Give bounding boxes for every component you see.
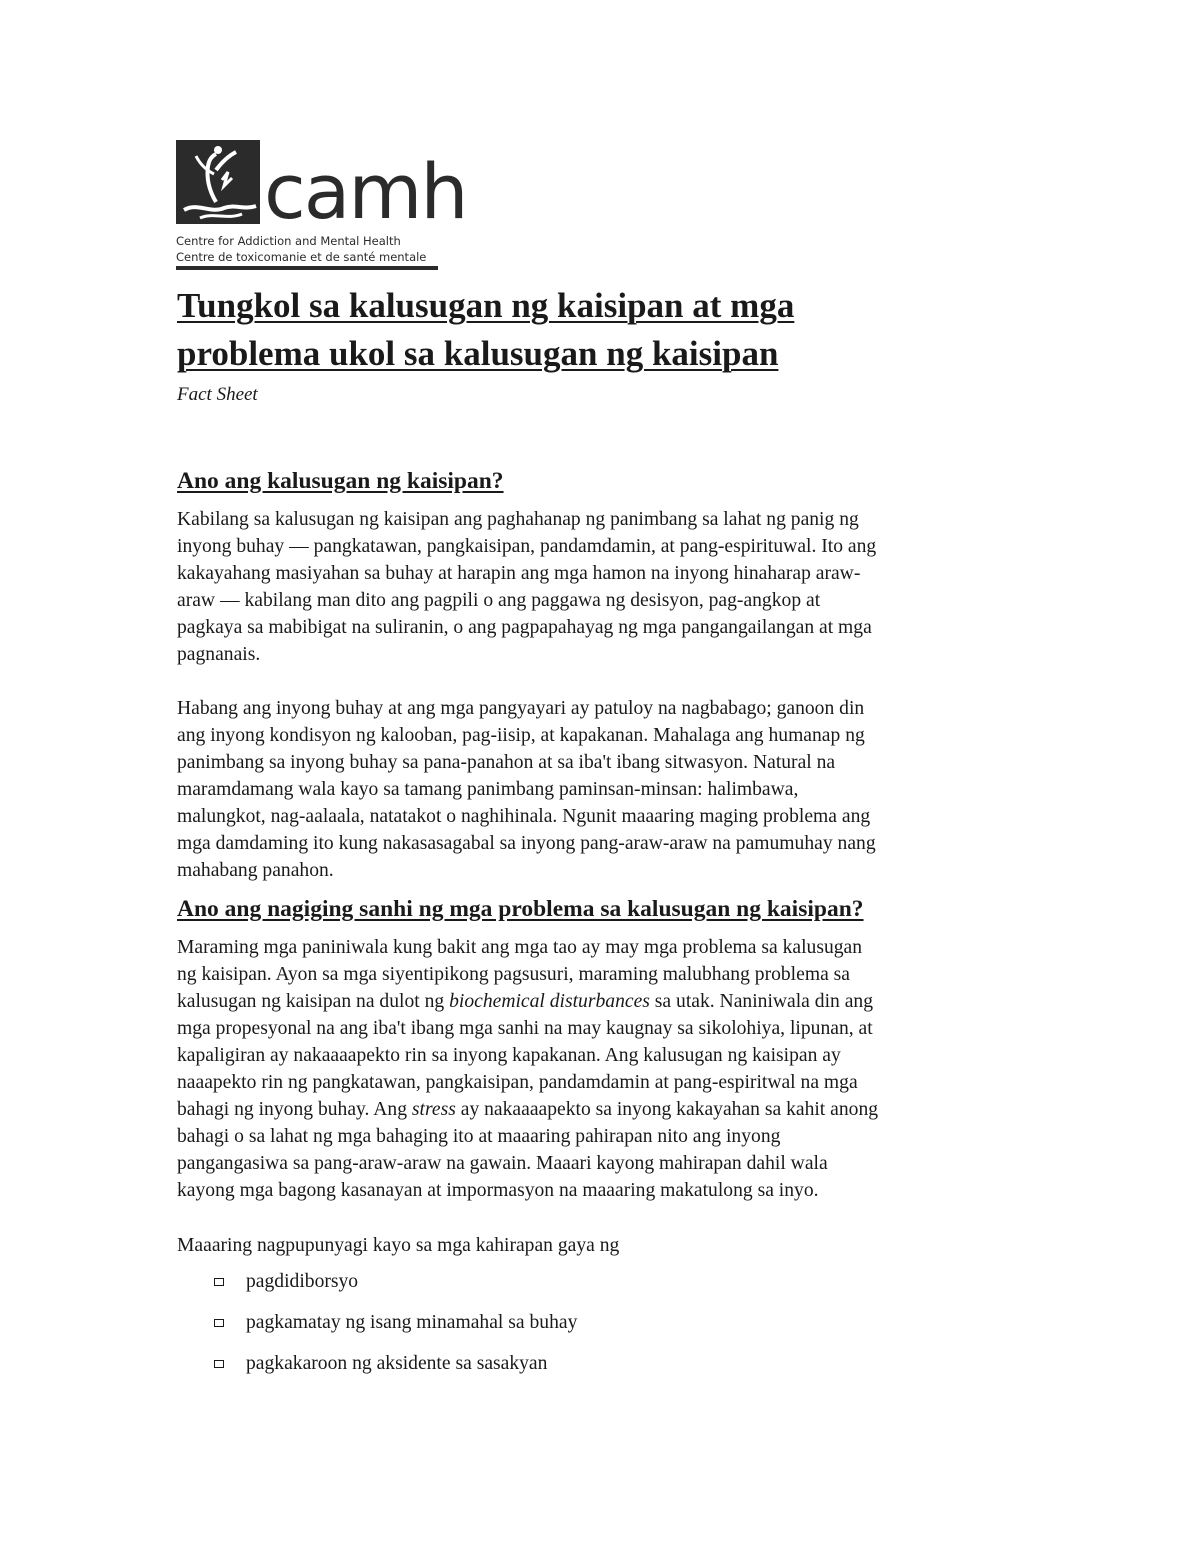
text-line: maramdamang wala kayo sa tamang panimbang paminsan-minsan: halimbawa, xyxy=(177,779,799,800)
text-line: inyong buhay — pangkatawan, pangkaisipan, pandamdamin, at pang-espirituwal. Ito ang xyxy=(177,536,877,557)
italic-term: stress xyxy=(411,1099,456,1120)
section-heading-2: Ano ang nagiging sanhi ng mga problema sa kalusugan ng kaisipan? xyxy=(177,896,864,922)
text-run: ay nakaaaapekto sa inyong kakayahan sa kahit anong xyxy=(455,1099,879,1120)
list-item xyxy=(214,1350,577,1391)
text-line: mga propesyonal na ang iba't ibang mga sanhi na may kaugnay sa sikolohiya, lipunan, at xyxy=(177,1018,873,1039)
text-run: bahagi ng inyong buhay. Ang xyxy=(177,1099,412,1120)
text-line: kayong mga bagong kasanayan at impormasyon na maaaring makatulong sa inyo. xyxy=(177,1180,819,1201)
text-line: araw — kabilang man dito ang pagpili o ang paggawa ng desisyon, pag-angkop at xyxy=(177,590,821,611)
camh-figure-icon xyxy=(176,140,260,224)
text-line: pangangasiwa sa pang-araw-araw na gawain. Maaari kayong mahirapan dahil wala xyxy=(177,1153,828,1174)
text-line: Habang ang inyong buhay at ang mga pangyayari ay patuloy na nagbabago; ganoon din xyxy=(177,698,865,719)
list-item xyxy=(214,1309,577,1350)
text-line: kapaligiran ay nakaaaapekto rin sa inyong kapakanan. Ang kalusugan ng kaisipan ay xyxy=(177,1045,841,1066)
title-line-2: problema ukol sa kalusugan ng kaisipan xyxy=(177,334,779,373)
text-line: pagkaya sa mabibigat na suliranin, o ang pagpapahayag ng mga pangangailangan at mga xyxy=(177,617,872,638)
page-title xyxy=(177,282,1037,378)
text-line xyxy=(177,1096,1037,1123)
text-line: Maaaring nagpupunyagi kayo sa mga kahirapan gaya ng xyxy=(177,1235,620,1256)
list-item-text: pagdidiborsyo xyxy=(246,1271,359,1292)
text-line: Kabilang sa kalusugan ng kaisipan ang paghahanap ng panimbang sa lahat ng panig ng xyxy=(177,509,859,530)
logo-name-en: Centre for Addiction and Mental Health xyxy=(176,234,401,248)
square-bullet-icon xyxy=(214,1360,224,1368)
camh-wordmark: camh xyxy=(264,147,467,236)
list-item-text: pagkamatay ng isang minamahal sa buhay xyxy=(246,1312,578,1333)
section2-paragraph-1 xyxy=(177,934,1037,1204)
section2-paragraph-2 xyxy=(177,1232,1037,1259)
text-line: malungkot, nag-aalaala, natatakot o naghihinala. Ngunit maaaring maging problema ang xyxy=(177,806,871,827)
text-line xyxy=(177,988,1037,1015)
text-line: panimbang sa inyong buhay sa pana-panahon at sa iba't ibang sitwasyon. Natural na xyxy=(177,752,836,773)
section-heading-1: Ano ang kalusugan ng kaisipan? xyxy=(177,468,504,494)
text-line: naaapekto rin ng pangkatawan, pangkaisipan, pandamdamin at pang-espiritwal na mga xyxy=(177,1072,858,1093)
camh-logo xyxy=(176,140,467,274)
text-line: bahagi o sa lahat ng mga bahaging ito at maaaring pahirapan nito ang inyong xyxy=(177,1126,781,1147)
text-line: ang inyong kondisyon ng kalooban, pag-iisip, at kapakanan. Mahalaga ang humanap ng xyxy=(177,725,865,746)
text-run: sa utak. Naniniwala din ang xyxy=(649,991,873,1012)
logo-divider xyxy=(176,266,438,270)
section1-paragraph-2 xyxy=(177,695,1037,884)
text-line: kakayahang masiyahan sa buhay at harapin ang mga hamon na inyong hinaharap araw- xyxy=(177,563,861,584)
italic-term: biochemical disturbances xyxy=(449,991,650,1012)
square-bullet-icon xyxy=(214,1319,224,1327)
section1-paragraph-1 xyxy=(177,506,1037,668)
square-bullet-icon xyxy=(214,1278,224,1286)
text-run: kalusugan ng kaisipan na dulot ng xyxy=(177,991,450,1012)
text-line: mga damdaming ito kung nakasasagabal sa inyong pang-araw-araw na pamumuhay nang xyxy=(177,833,876,854)
text-line: mahabang panahon. xyxy=(177,860,334,881)
difficulty-list xyxy=(214,1268,577,1391)
list-item xyxy=(214,1268,577,1309)
title-line-1: Tungkol sa kalusugan ng kaisipan at mga xyxy=(177,286,795,325)
text-line: Maraming mga paniniwala kung bakit ang mga tao ay may mga problema sa kalusugan xyxy=(177,937,863,958)
subtitle: Fact Sheet xyxy=(177,384,258,405)
text-line: ng kaisipan. Ayon sa mga siyentipikong pagsusuri, maraming malubhang problema sa xyxy=(177,964,850,985)
logo-name-fr: Centre de toxicomanie et de santé mentale xyxy=(176,250,427,264)
list-item-text: pagkakaroon ng aksidente sa sasakyan xyxy=(246,1353,548,1374)
text-line: pagnanais. xyxy=(177,644,261,665)
